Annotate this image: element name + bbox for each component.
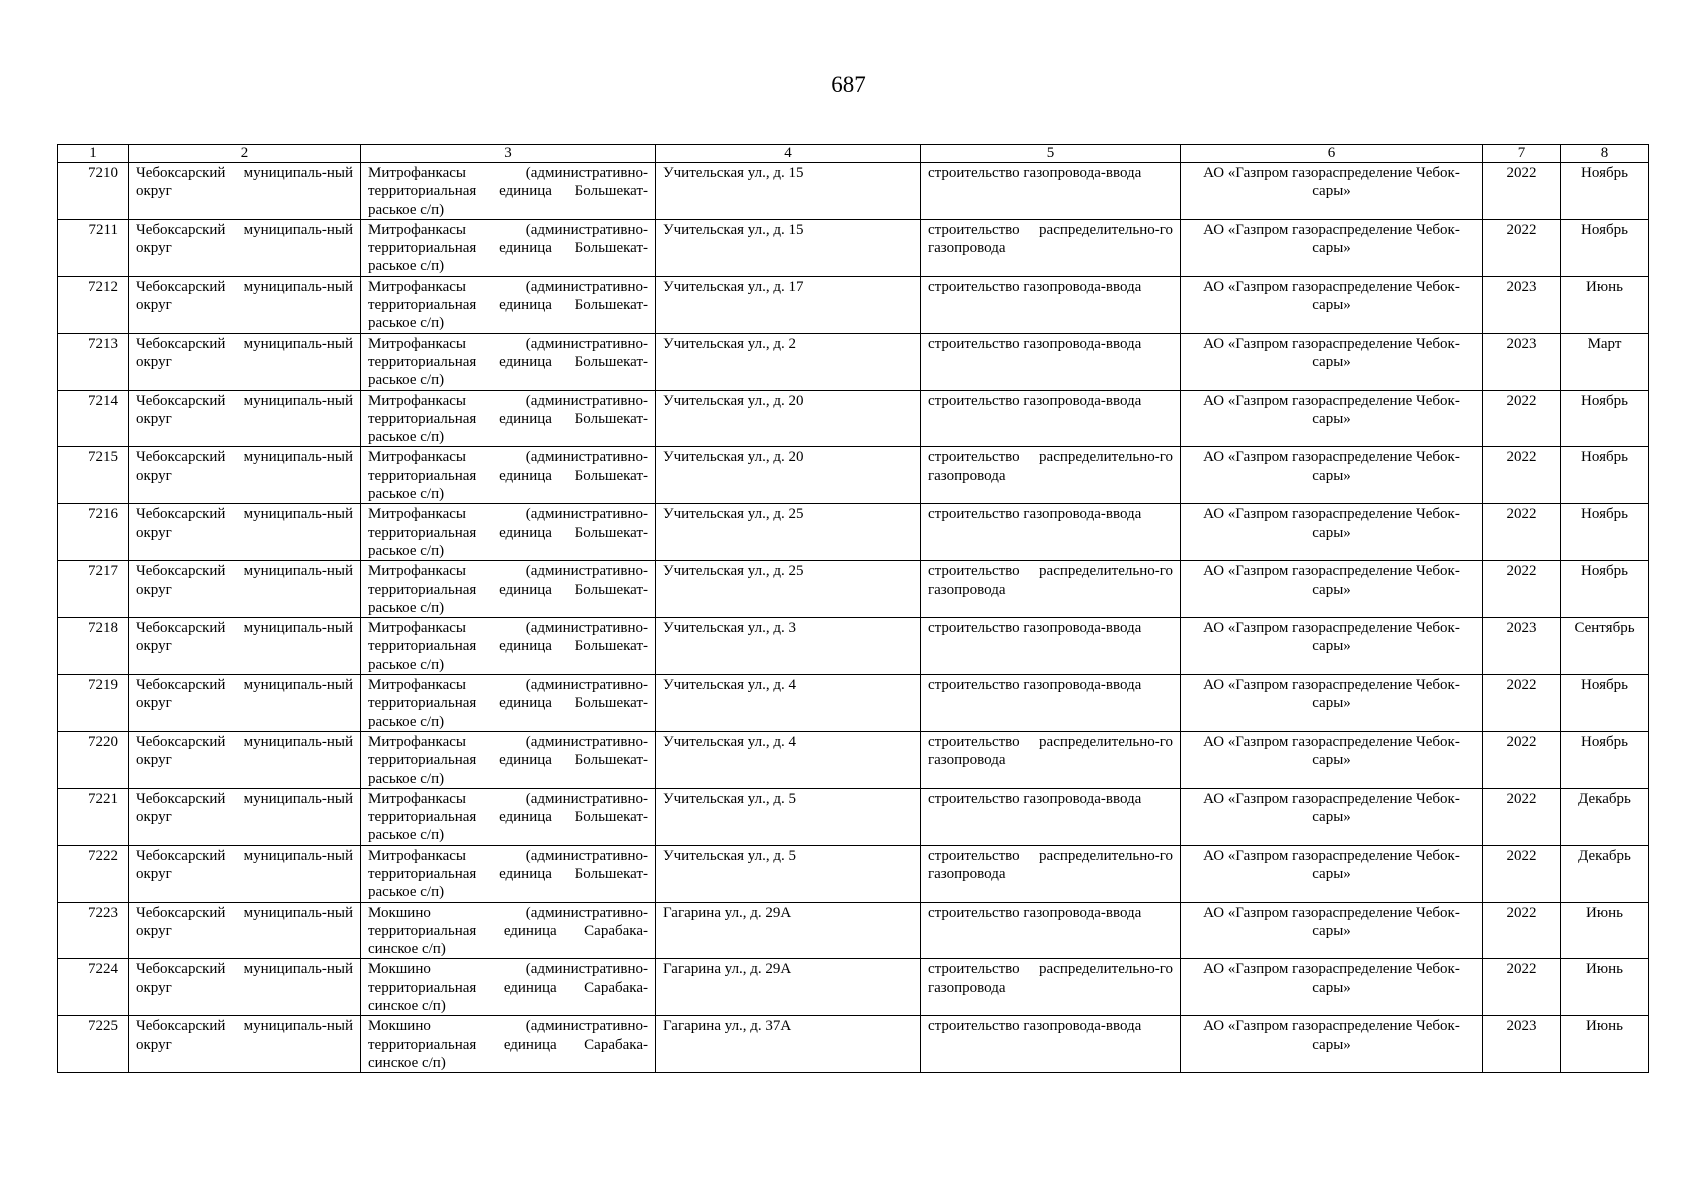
column-header: 4	[656, 145, 921, 163]
cell-month: Ноябрь	[1561, 675, 1649, 732]
cell-month: Июнь	[1561, 959, 1649, 1016]
cell-settlement: Мокшино (административно-территориальная единица Сарабака-синское с/п)	[361, 1016, 656, 1073]
cell-address: Учительская ул., д. 15	[656, 219, 921, 276]
cell-settlement: Митрофанкасы (административно-территориальная единица Большекат-раськое с/п)	[361, 504, 656, 561]
cell-work-type: строительство распределительно-го газопровода	[921, 447, 1181, 504]
cell-work-type: строительство газопровода-ввода	[921, 163, 1181, 220]
cell-district: Чебоксарский муниципаль-ный округ	[129, 219, 361, 276]
cell-row-number: 7220	[58, 731, 129, 788]
cell-organization: АО «Газпром газораспределение Чебок-сары»	[1181, 333, 1483, 390]
cell-work-type: строительство газопровода-ввода	[921, 902, 1181, 959]
column-header: 8	[1561, 145, 1649, 163]
cell-year: 2022	[1483, 561, 1561, 618]
cell-work-type: строительство газопровода-ввода	[921, 1016, 1181, 1073]
cell-year: 2022	[1483, 845, 1561, 902]
cell-district: Чебоксарский муниципаль-ный округ	[129, 333, 361, 390]
cell-year: 2023	[1483, 1016, 1561, 1073]
cell-work-type: строительство газопровода-ввода	[921, 618, 1181, 675]
cell-month: Декабрь	[1561, 788, 1649, 845]
cell-month: Июнь	[1561, 902, 1649, 959]
cell-month: Ноябрь	[1561, 731, 1649, 788]
cell-settlement: Митрофанкасы (административно-территориальная единица Большекат-раськое с/п)	[361, 163, 656, 220]
cell-district: Чебоксарский муниципаль-ный округ	[129, 845, 361, 902]
cell-row-number: 7211	[58, 219, 129, 276]
cell-organization: АО «Газпром газораспределение Чебок-сары»	[1181, 504, 1483, 561]
cell-year: 2023	[1483, 618, 1561, 675]
cell-year: 2022	[1483, 731, 1561, 788]
cell-address: Учительская ул., д. 17	[656, 276, 921, 333]
cell-district: Чебоксарский муниципаль-ный округ	[129, 276, 361, 333]
table-row	[58, 390, 1649, 447]
cell-row-number: 7221	[58, 788, 129, 845]
cell-organization: АО «Газпром газораспределение Чебок-сары»	[1181, 163, 1483, 220]
cell-month: Ноябрь	[1561, 163, 1649, 220]
cell-district: Чебоксарский муниципаль-ный округ	[129, 1016, 361, 1073]
cell-settlement: Митрофанкасы (административно-территориальная единица Большекат-раськое с/п)	[361, 390, 656, 447]
cell-month: Ноябрь	[1561, 504, 1649, 561]
cell-settlement: Митрофанкасы (административно-территориальная единица Большекат-раськое с/п)	[361, 788, 656, 845]
cell-settlement: Мокшино (административно-территориальная единица Сарабака-синское с/п)	[361, 902, 656, 959]
cell-organization: АО «Газпром газораспределение Чебок-сары»	[1181, 788, 1483, 845]
cell-row-number: 7215	[58, 447, 129, 504]
cell-year: 2023	[1483, 333, 1561, 390]
cell-settlement: Митрофанкасы (административно-территориальная единица Большекат-раськое с/п)	[361, 276, 656, 333]
table-row	[58, 959, 1649, 1016]
cell-row-number: 7224	[58, 959, 129, 1016]
cell-organization: АО «Газпром газораспределение Чебок-сары»	[1181, 845, 1483, 902]
table-row	[58, 731, 1649, 788]
cell-district: Чебоксарский муниципаль-ный округ	[129, 902, 361, 959]
cell-work-type: строительство газопровода-ввода	[921, 333, 1181, 390]
cell-month: Декабрь	[1561, 845, 1649, 902]
cell-work-type: строительство распределительно-го газопровода	[921, 219, 1181, 276]
cell-row-number: 7216	[58, 504, 129, 561]
cell-work-type: строительство распределительно-го газопровода	[921, 845, 1181, 902]
cell-district: Чебоксарский муниципаль-ный округ	[129, 731, 361, 788]
cell-address: Гагарина ул., д. 29А	[656, 902, 921, 959]
cell-row-number: 7225	[58, 1016, 129, 1073]
cell-row-number: 7214	[58, 390, 129, 447]
cell-year: 2022	[1483, 219, 1561, 276]
cell-month: Ноябрь	[1561, 561, 1649, 618]
cell-district: Чебоксарский муниципаль-ный округ	[129, 618, 361, 675]
cell-row-number: 7219	[58, 675, 129, 732]
cell-row-number: 7218	[58, 618, 129, 675]
cell-district: Чебоксарский муниципаль-ный округ	[129, 163, 361, 220]
cell-settlement: Митрофанкасы (административно-территориальная единица Большекат-раськое с/п)	[361, 447, 656, 504]
cell-month: Июнь	[1561, 1016, 1649, 1073]
cell-month: Март	[1561, 333, 1649, 390]
cell-work-type: строительство газопровода-ввода	[921, 504, 1181, 561]
cell-address: Учительская ул., д. 3	[656, 618, 921, 675]
cell-settlement: Митрофанкасы (административно-территориальная единица Большекат-раськое с/п)	[361, 561, 656, 618]
cell-address: Учительская ул., д. 2	[656, 333, 921, 390]
cell-row-number: 7212	[58, 276, 129, 333]
column-header: 3	[361, 145, 656, 163]
table-body	[58, 163, 1649, 1073]
cell-organization: АО «Газпром газораспределение Чебок-сары»	[1181, 276, 1483, 333]
cell-address: Учительская ул., д. 4	[656, 675, 921, 732]
cell-row-number: 7210	[58, 163, 129, 220]
cell-district: Чебоксарский муниципаль-ный округ	[129, 504, 361, 561]
column-header: 6	[1181, 145, 1483, 163]
cell-work-type: строительство газопровода-ввода	[921, 390, 1181, 447]
cell-organization: АО «Газпром газораспределение Чебок-сары»	[1181, 675, 1483, 732]
cell-settlement: Митрофанкасы (административно-территориальная единица Большекат-раськое с/п)	[361, 731, 656, 788]
table-row	[58, 447, 1649, 504]
column-number-row	[58, 145, 1649, 163]
column-header: 7	[1483, 145, 1561, 163]
cell-district: Чебоксарский муниципаль-ный округ	[129, 447, 361, 504]
table-row	[58, 219, 1649, 276]
cell-district: Чебоксарский муниципаль-ный округ	[129, 675, 361, 732]
table-row	[58, 1016, 1649, 1073]
cell-year: 2023	[1483, 276, 1561, 333]
cell-month: Сентябрь	[1561, 618, 1649, 675]
cell-address: Учительская ул., д. 20	[656, 390, 921, 447]
cell-address: Учительская ул., д. 20	[656, 447, 921, 504]
cell-year: 2022	[1483, 788, 1561, 845]
page-number: 687	[831, 72, 866, 97]
cell-settlement: Митрофанкасы (административно-территориальная единица Большекат-раськое с/п)	[361, 219, 656, 276]
column-header: 1	[58, 145, 129, 163]
cell-address: Учительская ул., д. 25	[656, 561, 921, 618]
cell-year: 2022	[1483, 447, 1561, 504]
table-row	[58, 561, 1649, 618]
cell-settlement: Митрофанкасы (административно-территориальная единица Большекат-раськое с/п)	[361, 333, 656, 390]
cell-work-type: строительство распределительно-го газопровода	[921, 959, 1181, 1016]
column-header: 5	[921, 145, 1181, 163]
cell-address: Учительская ул., д. 5	[656, 788, 921, 845]
table-row	[58, 276, 1649, 333]
cell-organization: АО «Газпром газораспределение Чебок-сары»	[1181, 959, 1483, 1016]
table-row	[58, 788, 1649, 845]
cell-organization: АО «Газпром газораспределение Чебок-сары»	[1181, 561, 1483, 618]
table-row	[58, 845, 1649, 902]
cell-district: Чебоксарский муниципаль-ный округ	[129, 561, 361, 618]
table-row	[58, 618, 1649, 675]
cell-year: 2022	[1483, 163, 1561, 220]
cell-organization: АО «Газпром газораспределение Чебок-сары»	[1181, 447, 1483, 504]
column-header: 2	[129, 145, 361, 163]
cell-district: Чебоксарский муниципаль-ный округ	[129, 390, 361, 447]
cell-work-type: строительство газопровода-ввода	[921, 675, 1181, 732]
cell-organization: АО «Газпром газораспределение Чебок-сары»	[1181, 219, 1483, 276]
cell-month: Ноябрь	[1561, 219, 1649, 276]
cell-work-type: строительство газопровода-ввода	[921, 276, 1181, 333]
cell-work-type: строительство распределительно-го газопровода	[921, 561, 1181, 618]
gasification-table	[57, 144, 1649, 1073]
cell-row-number: 7223	[58, 902, 129, 959]
cell-organization: АО «Газпром газораспределение Чебок-сары»	[1181, 1016, 1483, 1073]
cell-work-type: строительство газопровода-ввода	[921, 788, 1181, 845]
cell-year: 2022	[1483, 959, 1561, 1016]
cell-year: 2022	[1483, 902, 1561, 959]
cell-address: Учительская ул., д. 5	[656, 845, 921, 902]
cell-address: Учительская ул., д. 4	[656, 731, 921, 788]
cell-address: Гагарина ул., д. 37А	[656, 1016, 921, 1073]
cell-year: 2022	[1483, 675, 1561, 732]
cell-address: Учительская ул., д. 25	[656, 504, 921, 561]
cell-district: Чебоксарский муниципаль-ный округ	[129, 959, 361, 1016]
cell-settlement: Митрофанкасы (административно-территориальная единица Большекат-раськое с/п)	[361, 675, 656, 732]
cell-organization: АО «Газпром газораспределение Чебок-сары»	[1181, 618, 1483, 675]
cell-address: Учительская ул., д. 15	[656, 163, 921, 220]
table-row	[58, 163, 1649, 220]
table-row	[58, 675, 1649, 732]
cell-work-type: строительство распределительно-го газопровода	[921, 731, 1181, 788]
cell-month: Ноябрь	[1561, 390, 1649, 447]
cell-row-number: 7217	[58, 561, 129, 618]
cell-organization: АО «Газпром газораспределение Чебок-сары»	[1181, 902, 1483, 959]
cell-settlement: Митрофанкасы (административно-территориальная единица Большекат-раськое с/п)	[361, 845, 656, 902]
cell-organization: АО «Газпром газораспределение Чебок-сары»	[1181, 731, 1483, 788]
cell-month: Июнь	[1561, 276, 1649, 333]
table-row	[58, 333, 1649, 390]
cell-settlement: Мокшино (административно-территориальная единица Сарабака-синское с/п)	[361, 959, 656, 1016]
cell-settlement: Митрофанкасы (административно-территориальная единица Большекат-раськое с/п)	[361, 618, 656, 675]
table-row	[58, 902, 1649, 959]
cell-year: 2022	[1483, 390, 1561, 447]
cell-month: Ноябрь	[1561, 447, 1649, 504]
cell-row-number: 7213	[58, 333, 129, 390]
cell-organization: АО «Газпром газораспределение Чебок-сары»	[1181, 390, 1483, 447]
cell-address: Гагарина ул., д. 29А	[656, 959, 921, 1016]
cell-district: Чебоксарский муниципаль-ный округ	[129, 788, 361, 845]
table-row	[58, 504, 1649, 561]
cell-year: 2022	[1483, 504, 1561, 561]
cell-row-number: 7222	[58, 845, 129, 902]
